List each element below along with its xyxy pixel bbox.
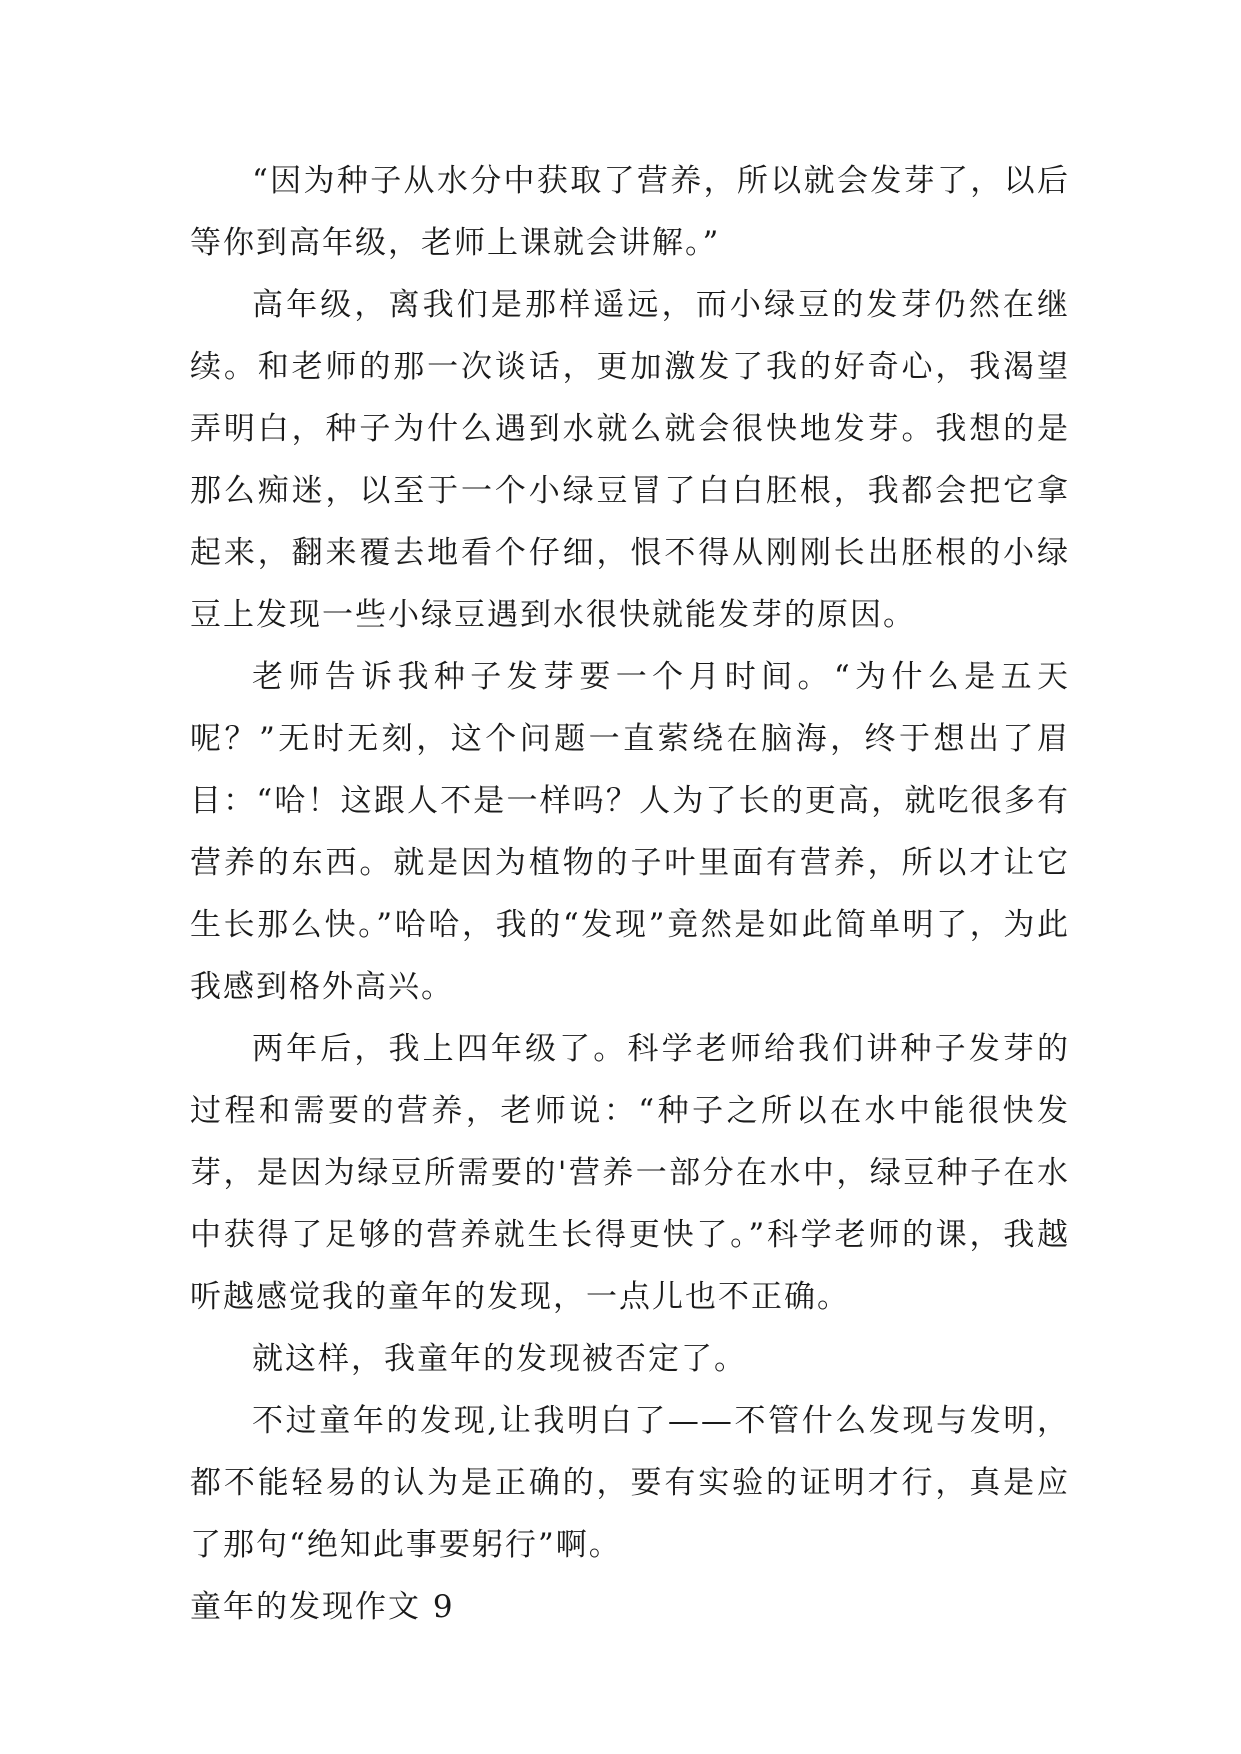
paragraph: “因为种子从水分中获取了营养，所以就会发芽了，以后等你到高年级，老师上课就会讲解。” [190, 163, 1070, 261]
paragraph: 高年级，离我们是那样遥远，而小绿豆的发芽仍然在继续。和老师的那一次谈话，更加激发了我的好奇心，我渴望弄明白，种子为什么遇到水就么就会很快地发芽。我想的是那么痴迷，以至于一个小绿豆冒了白白胚根，我都会把它拿起来，翻来覆去地看个仔细，恨不得从刚刚长出胚根的小绿豆上发现一些小绿豆遇到水很快就能发芽的原因。 [190, 287, 1070, 633]
paragraph: 两年后，我上四年级了。科学老师给我们讲种子发芽的过程和需要的营养，老师说：“种子之所以在水中能很快发芽，是因为绿豆所需要的'营养一部分在水中，绿豆种子在水中获得了足够的营养就生长得更快了。”科学老师的课，我越听越感觉我的童年的发现，一点儿也不正确。 [190, 1031, 1070, 1315]
paragraph: 老师告诉我种子发芽要一个月时间。“为什么是五天呢？”无时无刻，这个问题一直萦绕在脑海，终于想出了眉目：“哈！这跟人不是一样吗？人为了长的更高，就吃很多有营养的东西。就是因为植物的子叶里面有营养，所以才让它生长那么快。”哈哈，我的“发现”竟然是如此简单明了，为此我感到格外高兴。 [190, 659, 1070, 1005]
paragraph: 就这样，我童年的发现被否定了。 [252, 1341, 747, 1377]
section-heading: 童年的发现作文 9 [190, 1589, 455, 1625]
document-body [190, 150, 1070, 1638]
paragraph: 不过童年的发现,让我明白了——不管什么发现与发明，都不能轻易的认为是正确的，要有实验的证明才行，真是应了那句“绝知此事要躬行”啊。 [190, 1403, 1070, 1563]
